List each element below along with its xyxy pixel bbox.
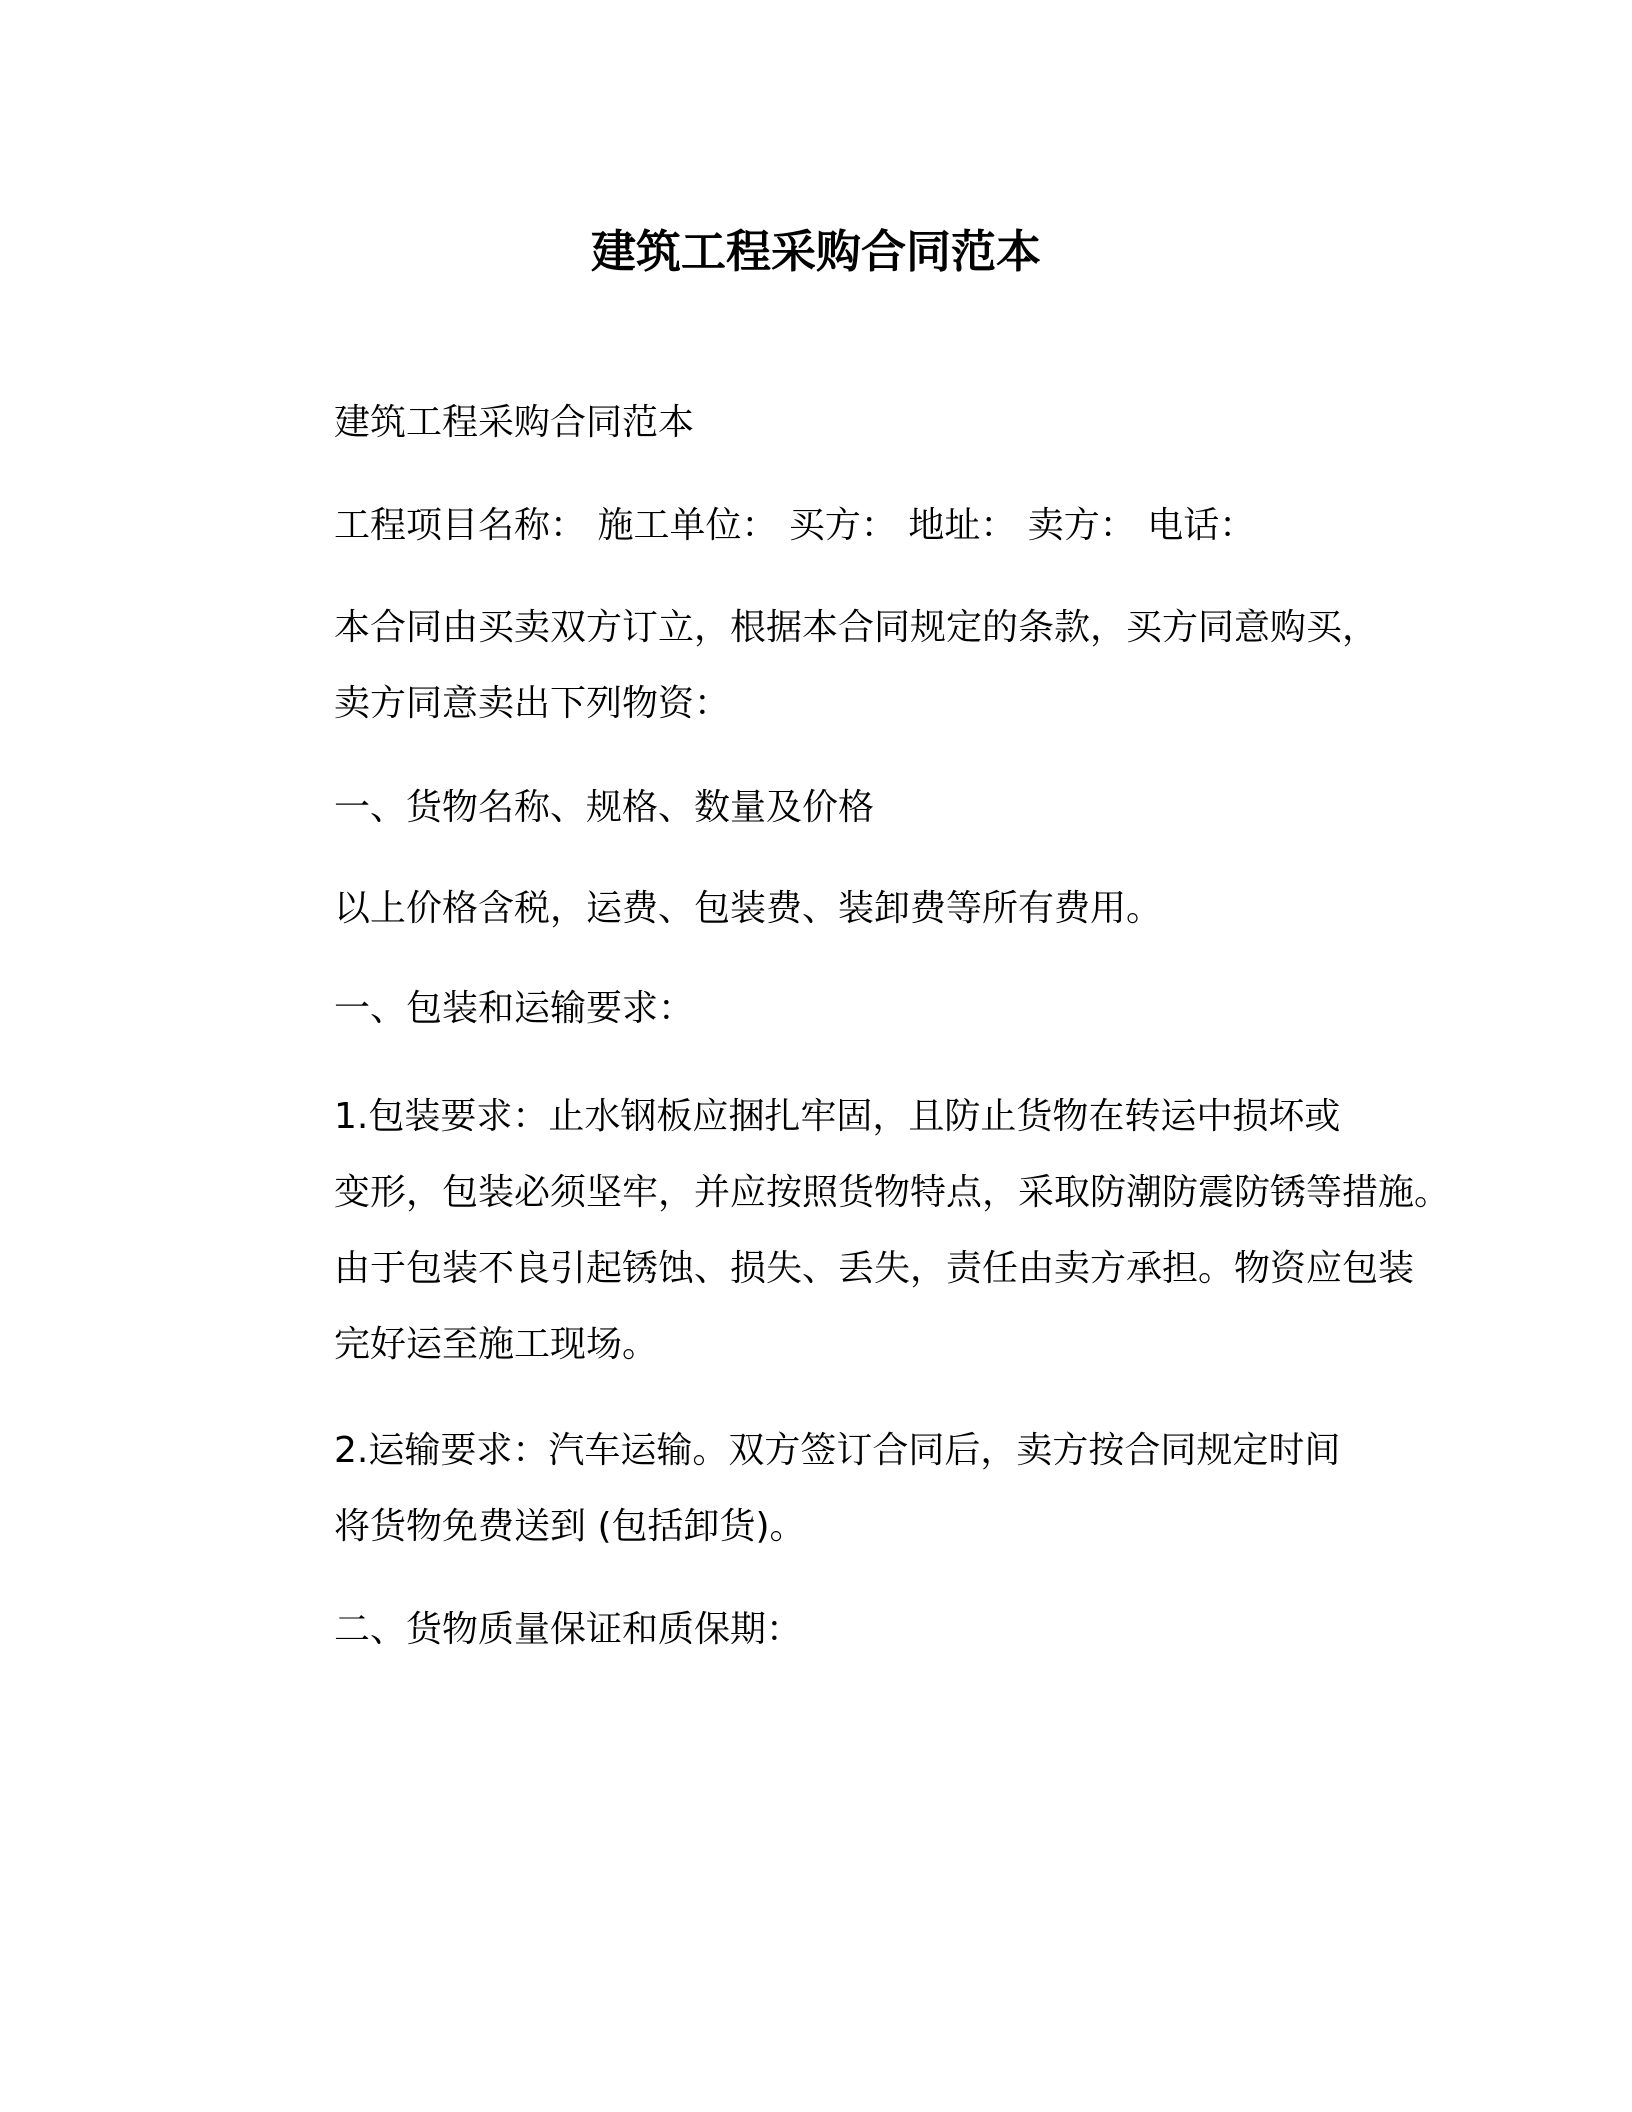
paragraph-project-info	[240, 488, 1400, 564]
paragraph-packaging-requirements	[240, 1079, 1451, 1383]
paragraph-line: 二、货物质量保证和质保期：	[334, 1609, 803, 1650]
section-heading-goods	[240, 770, 1400, 846]
paragraph-intro	[240, 590, 1400, 742]
paragraph-line: 变形，包装必须坚牢，并应按照货物特点，采取防潮防震防锈等措施。	[334, 1172, 1451, 1213]
section-heading-quality	[240, 1592, 1400, 1668]
paragraph-line: 1.包装要求：止水钢板应捆扎牢固，且防止货物在转运中损坏或	[334, 1096, 1341, 1137]
paragraph-line: 一、包装和运输要求：	[334, 988, 695, 1029]
paragraph-line: 以上价格含税，运费、包装费、装卸费等所有费用。	[334, 888, 1163, 929]
paragraph-line: 工程项目名称： 施工单位： 买方： 地址： 卖方： 电话：	[334, 505, 1256, 546]
paragraph-line: 本合同由买卖双方订立，根据本合同规定的条款，买方同意购买，	[334, 607, 1379, 648]
paragraph-transport-requirements	[240, 1413, 1400, 1565]
paragraph-line: 完好运至施工现场。	[334, 1324, 659, 1365]
paragraph-line: 建筑工程采购合同范本	[334, 402, 695, 443]
paragraph-line: 将货物免费送到 (包括卸货)。	[334, 1506, 806, 1547]
paragraph-line: 2.运输要求：汽车运输。双方签订合同后，卖方按合同规定时间	[334, 1430, 1341, 1471]
section-heading-packaging	[240, 971, 1400, 1047]
document-title: 建筑工程采购合同范本	[590, 225, 1041, 278]
paragraph-line: 由于包装不良引起锈蚀、损失、丢失，责任由卖方承担。物资应包装	[334, 1248, 1415, 1289]
paragraph-subtitle	[240, 385, 1400, 461]
paragraph-line: 一、货物名称、规格、数量及价格	[334, 787, 875, 828]
paragraph-price-note	[240, 871, 1400, 947]
paragraph-line: 卖方同意卖出下列物资：	[334, 683, 731, 724]
